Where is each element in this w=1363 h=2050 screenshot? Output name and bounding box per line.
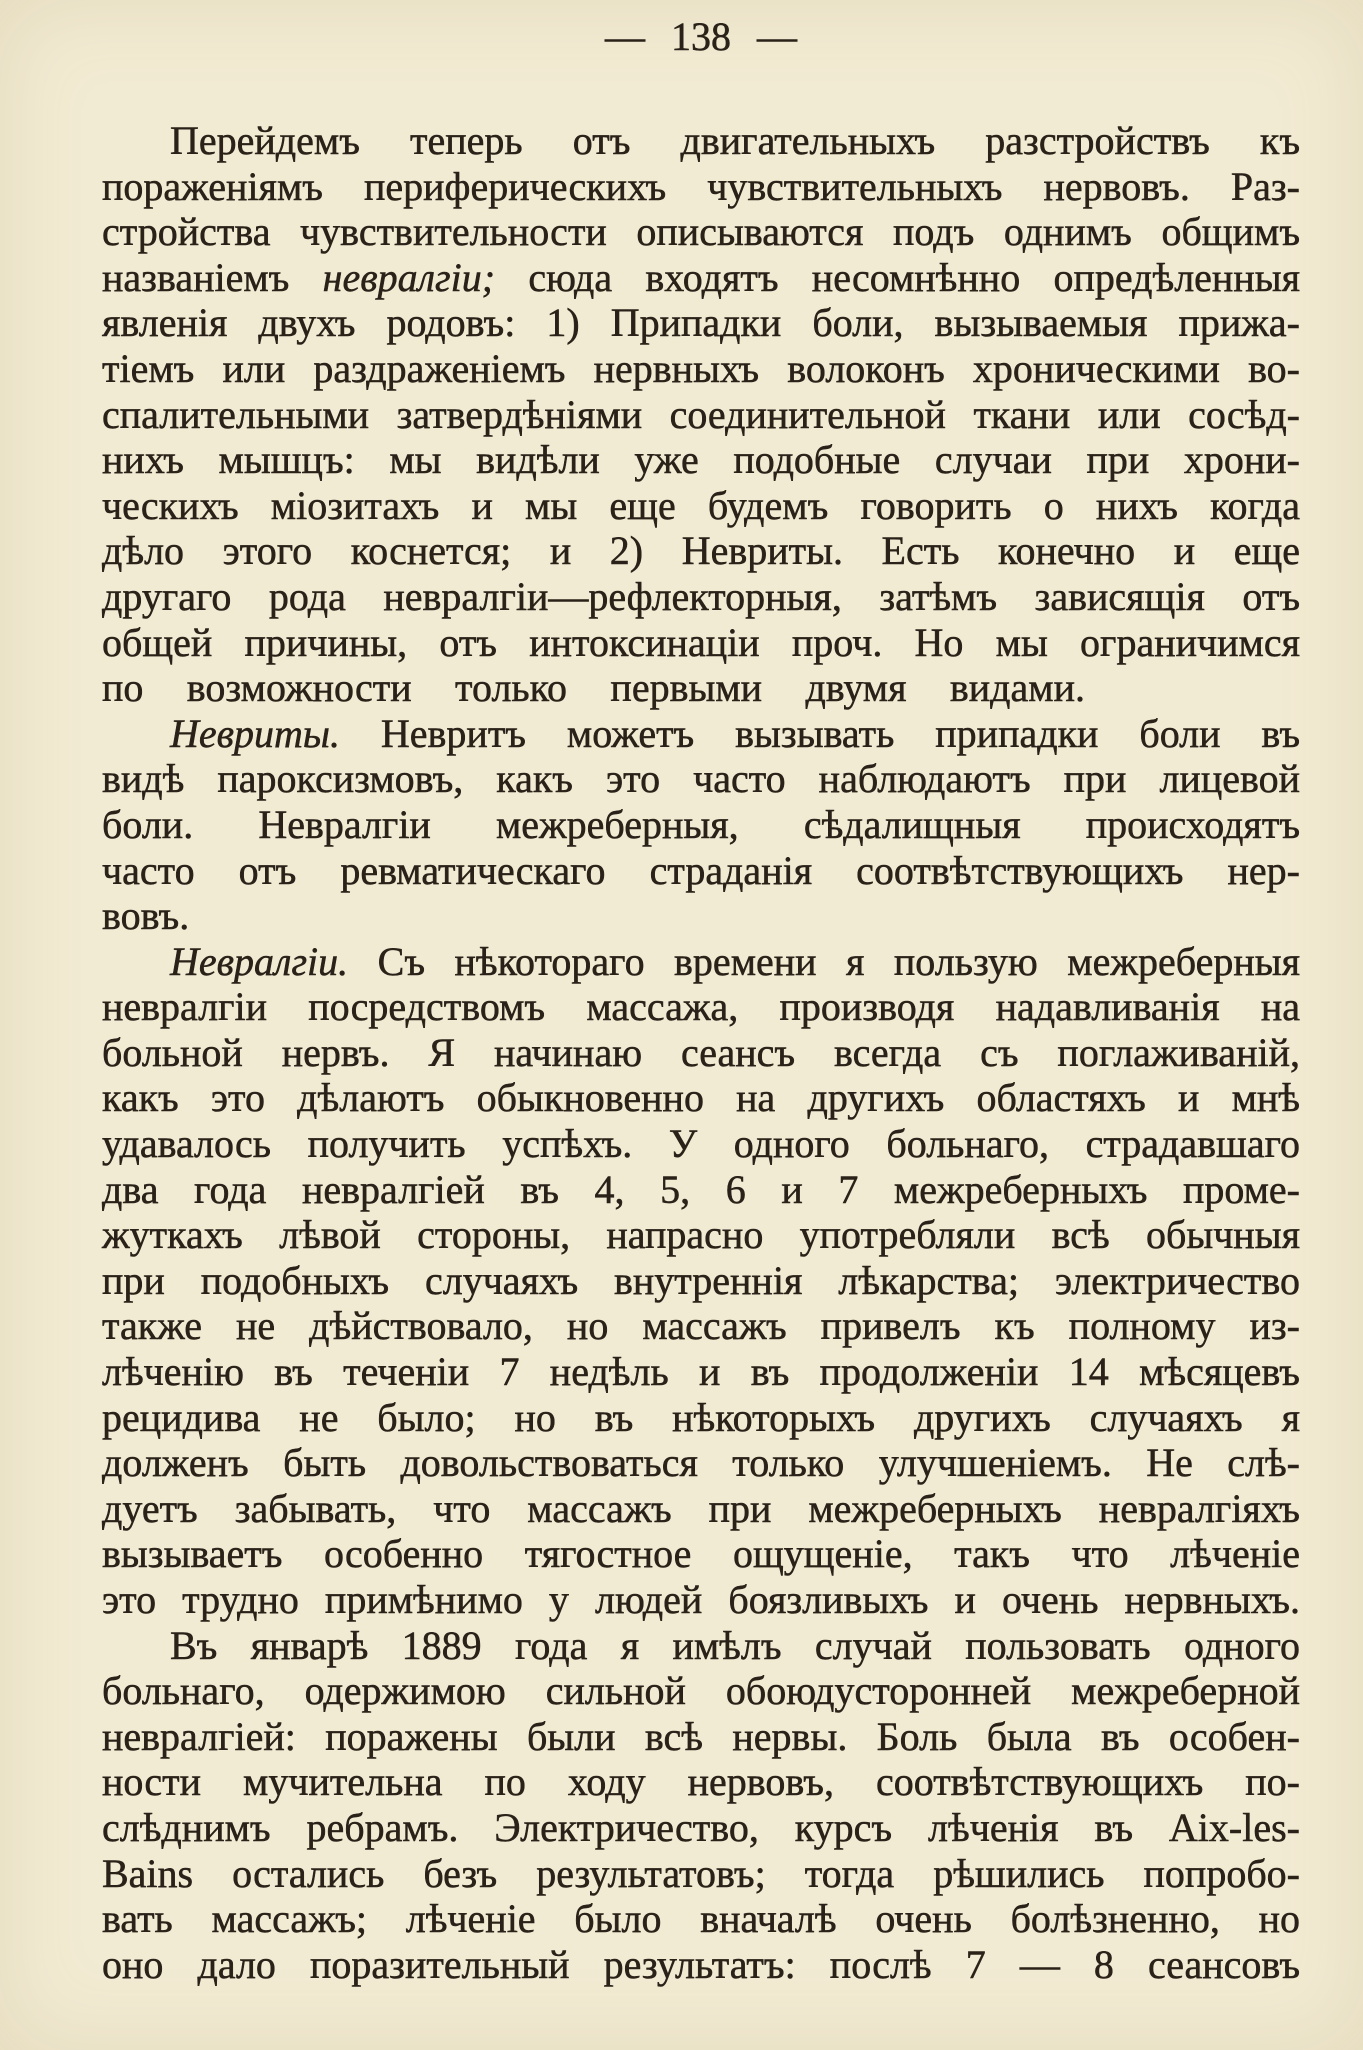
text-line: вать массажъ; лѣченіе было вначалѣ очень болѣзненно, но (102, 1896, 1300, 1942)
text-segment: Съ нѣкотораго времени я пользую межреберныя (377, 938, 1300, 984)
text-line: вовъ. (102, 893, 190, 939)
italic-term: Невралгіи. (170, 938, 349, 984)
text-line: спалительными затвердѣніями соединительной ткани или сосѣд- (102, 391, 1300, 437)
text-line: невралгіи посредствомъ массажа, производя надавливанія на (102, 984, 1300, 1030)
text-line: оно дало поразительный результатъ: послѣ 7 — 8 сеансовъ (102, 1941, 1300, 1987)
text-line: явленія двухъ родовъ: 1) Припадки боли, вызываемыя прижа- (102, 300, 1300, 346)
paragraph (102, 711, 1300, 939)
text-line: также не дѣйствовало, но массажъ привелъ къ полному из- (102, 1303, 1300, 1349)
text-line: невралгіей: поражены были всѣ нервы. Боль была въ особен- (102, 1713, 1300, 1759)
text-line: больной нервъ. Я начинаю сеансъ всегда съ поглаживаній, (102, 1029, 1300, 1075)
text-segment: сюда входятъ несомнѣнно опредѣленныя (528, 254, 1301, 300)
text-line: какъ это дѣлаютъ обыкновенно на другихъ областяхъ и мнѣ (102, 1075, 1300, 1121)
text-line: пораженіямъ периферическихъ чувствительныхъ нервовъ. Раз- (102, 163, 1300, 209)
text-line (102, 711, 1300, 757)
text-line: боли. Невралгіи межреберныя, сѣдалищныя происходятъ (102, 801, 1300, 847)
text-line (102, 939, 1300, 985)
text-line: Bains остались безъ результатовъ; тогда рѣшились попробо- (102, 1850, 1300, 1896)
paragraph (102, 1623, 1300, 1988)
text-line: ческихъ міозитахъ и мы еще будемъ говорить о нихъ когда (102, 482, 1300, 528)
text-line: это трудно примѣнимо у людей боязливыхъ и очень нервныхъ. (102, 1577, 1300, 1622)
text-line: дуетъ забывать, что массажъ при межреберныхъ невралгіяхъ (102, 1485, 1300, 1531)
page-body (102, 118, 1300, 1987)
text-line: Въ январѣ 1889 года я имѣлъ случай пользовать одного (170, 1622, 1300, 1668)
text-line: по возможности только первыми двумя видами. (102, 665, 1085, 711)
text-line (102, 255, 1300, 301)
text-line: слѣднимъ ребрамъ. Электричество, курсъ лѣченія въ Aix-les- (102, 1804, 1300, 1850)
text-line: общей причины, отъ интоксинаціи проч. Но мы ограничимся (102, 619, 1300, 665)
text-line: Перейдемъ теперь отъ двигательныхъ разстройствъ къ (170, 118, 1300, 163)
text-line: вызываетъ особенно тягостное ощущеніе, такъ что лѣченіе (102, 1531, 1300, 1577)
text-line: часто отъ ревматическаго страданія соотвѣтствующихъ нер- (102, 847, 1300, 893)
text-line: жуткахъ лѣвой стороны, напрасно употребляли всѣ обычныя (102, 1212, 1300, 1258)
text-line: больнаго, одержимою сильной обоюдусторонней межреберной (102, 1668, 1300, 1714)
text-line: дѣло этого коснется; и 2) Невриты. Есть конечно и еще (102, 528, 1300, 574)
text-line: ности мучительна по ходу нервовъ, соотвѣтствующихъ по- (102, 1759, 1300, 1805)
text-line: другаго рода невралгіи—рефлекторныя, затѣмъ зависящія отъ (102, 573, 1300, 619)
text-line: долженъ быть довольствоваться только улучшеніемъ. Не слѣ- (102, 1440, 1300, 1486)
text-line: видѣ пароксизмовъ, какъ это часто наблюдаютъ при лицевой (102, 756, 1300, 802)
text-line: лѣченію въ теченіи 7 недѣль и въ продолженіи 14 мѣсяцевъ (102, 1349, 1300, 1395)
text-line: стройства чувствительности описываются подъ однимъ общимъ (102, 209, 1300, 255)
text-line: при подобныхъ случаяхъ внутреннія лѣкарства; электричество (102, 1257, 1300, 1303)
text-segment: названіемъ (102, 254, 290, 300)
italic-term: Невриты. (170, 710, 340, 756)
text-line: два года невралгіей въ 4, 5, 6 и 7 межреберныхъ проме- (102, 1166, 1300, 1212)
italic-term: невралгіи; (322, 254, 496, 300)
text-line: удавалось получить успѣхъ. У одного больнаго, страдавшаго (102, 1121, 1300, 1167)
text-line: нихъ мышцъ: мы видѣли уже подобные случаи при хрони- (102, 437, 1300, 483)
text-line: тіемъ или раздраженіемъ нервныхъ волоконъ хроническими во- (102, 345, 1300, 391)
text-segment: Невритъ можетъ вызывать припадки боли въ (380, 710, 1301, 756)
paragraph (102, 118, 1300, 711)
text-line: рецидива не было; но въ нѣкоторыхъ другихъ случаяхъ я (102, 1394, 1300, 1440)
paragraph (102, 939, 1300, 1623)
page-number: — 138 — (605, 14, 797, 59)
